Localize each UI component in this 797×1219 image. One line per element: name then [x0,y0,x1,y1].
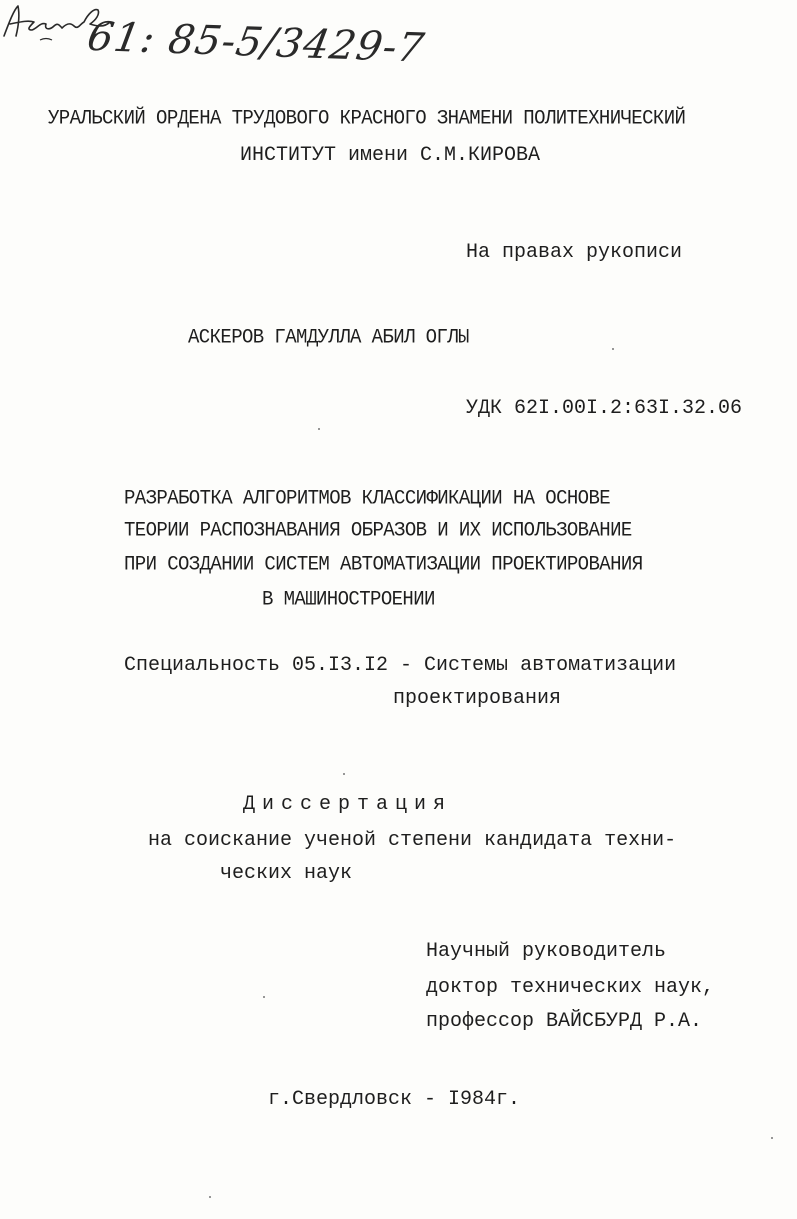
supervisor-line-3: профессор ВАЙСБУРД Р.А. [426,1010,703,1033]
degree-line-1: на соискание ученой степени кандидата техни- [148,829,677,852]
institute-line-1: УРАЛЬСКИЙ ОРДЕНА ТРУДОВОГО КРАСНОГО ЗНАМЕНИ ПОЛИТЕХНИЧЕСКИЙ [48,106,686,130]
archive-number: 61: 85-5/3429-7 [83,14,428,72]
place-year: г.Свердловск - I984г. [268,1088,521,1111]
thesis-title-line-3: ПРИ СОЗДАНИИ СИСТЕМ АВТОМАТИЗАЦИИ ПРОЕКТИРОВАНИЯ [124,552,643,576]
thesis-title-line-1: РАЗРАБОТКА АЛГОРИТМОВ КЛАССИФИКАЦИИ НА ОСНОВЕ [124,486,611,510]
thesis-title-line-2: ТЕОРИИ РАСПОЗНАВАНИЯ ОБРАЗОВ И ИХ ИСПОЛЬЗОВАНИЕ [124,518,632,542]
supervisor-line-2: доктор технических наук, [426,976,715,999]
scan-speck [263,996,265,998]
author-name: АСКЕРОВ ГАМДУЛЛА АБИЛ ОГЛЫ [188,325,469,349]
scan-speck [343,773,345,775]
specialty-line-2: проектирования [393,687,562,710]
specialty-line-1: Специальность 05.I3.I2 - Системы автоматизации [124,654,677,677]
supervisor-line-1: Научный руководитель [426,940,667,963]
scan-speck [612,348,614,350]
manuscript-rights: На правах рукописи [466,241,683,264]
scan-speck [209,1196,211,1198]
udc-code: УДК 62I.00I.2:63I.32.06 [466,397,743,420]
dissertation-heading: Диссертация [243,793,453,816]
thesis-title-line-4: В МАШИНОСТРОЕНИИ [262,587,435,611]
institute-line-2: ИНСТИТУТ имени С.М.КИРОВА [240,144,541,167]
degree-line-2: ческих наук [220,862,353,885]
scan-speck [771,1137,773,1139]
scan-speck [318,428,320,430]
